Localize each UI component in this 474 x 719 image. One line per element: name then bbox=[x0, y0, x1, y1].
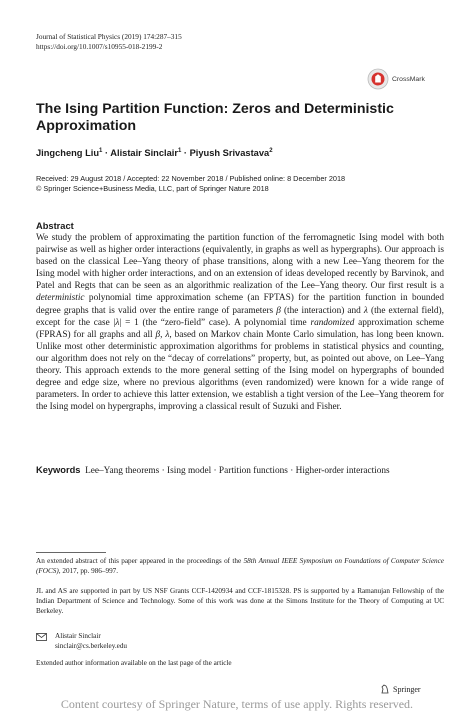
abstract-text: polynomial time approximation scheme (an FPTAS) for the partition function in bounded degree graphs that is valid over the entire range of parameters bbox=[36, 293, 444, 316]
keywords-label: Keywords bbox=[36, 465, 81, 475]
abstract-text: (the interaction) and bbox=[280, 305, 364, 316]
envelope-icon bbox=[36, 633, 47, 641]
title-line-2: Approximation bbox=[36, 118, 137, 134]
springer-logo bbox=[380, 684, 421, 694]
crossmark-icon bbox=[367, 68, 389, 90]
footnote-extended-abstract bbox=[36, 557, 444, 577]
author-separator: · bbox=[181, 148, 190, 159]
abstract-emphasis: λ bbox=[165, 329, 170, 340]
footnote-text: An extended abstract of this paper appeared in the proceedings of the bbox=[36, 557, 244, 565]
abstract-emphasis: randomized bbox=[310, 317, 355, 328]
contact-email[interactable]: sinclair@cs.berkeley.edu bbox=[55, 641, 128, 650]
copyright-notice: © Springer Science+Business Media, LLC, part of Springer Nature 2018 bbox=[36, 184, 269, 193]
author-affiliation: 1 bbox=[177, 148, 182, 154]
abstract-text: We study the problem of approximating the partition function of the ferromagnetic Ising model with both pairwise as well as higher order interactions (equivalently, in graphs as well as hypergraphs). Our approach is based on the classical Lee–Yang theory of phase transitions, along with a new Lee–Yang theorem for the Ising model with higher order interactions, and on an extension of ideas developed recently by Barvinok, and Patel and Regts that can be seen as an algorithmic realization of the Lee–Yang theory. Our first result is a bbox=[36, 233, 444, 292]
footnote-author-info: Extended author information available on the last page of the article bbox=[36, 659, 232, 667]
abstract-text: , bbox=[160, 329, 166, 340]
journal-citation: Journal of Statistical Physics (2019) 174:287–315 bbox=[36, 32, 182, 41]
watermark-courtesy: Content courtesy of Springer Nature, terms of use apply. Rights reserved. bbox=[60, 697, 414, 711]
journal-header bbox=[36, 32, 182, 52]
author-name[interactable]: Piyush Srivastava bbox=[189, 148, 270, 159]
doi-link[interactable]: https://doi.org/10.1007/s10955-018-2199-2 bbox=[36, 42, 163, 51]
author-affiliation: 2 bbox=[269, 148, 273, 154]
crossmark-label: CrossMark bbox=[392, 75, 425, 83]
footnote-venue: 58th Annual IEEE Symposium on Foundations of Computer Science (FOCS) bbox=[36, 557, 444, 575]
footnote-grants: JL and AS are supported in part by US NSF Grants CCF-1420934 and CCF-1815328. PS is supported by a Ramanujan Fellowship of the Indian Department of Science and Technology. Some of this work was done at the Simons Institute for the Theory of Computing at UC Berkeley. bbox=[36, 587, 444, 615]
abstract-emphasis: deterministic bbox=[36, 293, 85, 304]
abstract-emphasis: λ bbox=[115, 317, 120, 328]
history-dates: Received: 29 August 2018 / Accepted: 22 November 2018 / Published online: 8 December 2018 bbox=[36, 174, 346, 183]
keywords-text: Lee–Yang theorems · Ising model · Partition functions · Higher-order interactions bbox=[85, 466, 390, 476]
footnote-text: , 2017, pp. 986–997. bbox=[58, 566, 119, 575]
footnote-rule bbox=[36, 552, 106, 553]
abstract-heading: Abstract bbox=[36, 221, 74, 231]
contact-name: Alistair Sinclair bbox=[55, 632, 101, 640]
abstract-emphasis: λ bbox=[363, 305, 368, 316]
author-separator: · bbox=[102, 148, 111, 159]
publisher-name: Springer bbox=[393, 684, 421, 694]
abstract-text: (the external field), except for the case | bbox=[36, 305, 444, 328]
abstract-text: , based on Markov chain Monte Carlo simulation, has long been known. Unlike most other deterministic approximation algorithms for problems in statistical physics and counting, our algorithm does not rely on the “decay of correlations” property, but, as pointed out above, on Lee–Yang theory. This approach extends to the more general setting of the Ising model on hypergraphs of bounded degree and edge size, where no previous algorithms (even randomized) were known for a wide range of parameters. In order to achieve this latter extension, we establish a tight version of the Lee–Yang theorem for the Ising model on hypergraphs, improving a classical result of Suzuki and Fisher. bbox=[36, 329, 444, 413]
title-line-1: The Ising Partition Function: Zeros and Deterministic bbox=[36, 101, 394, 117]
corresponding-author bbox=[36, 632, 127, 652]
abstract-body bbox=[36, 232, 444, 413]
springer-horse-icon bbox=[380, 684, 390, 694]
abstract-emphasis: β bbox=[276, 305, 281, 316]
crossmark-badge[interactable] bbox=[367, 67, 447, 91]
abstract-text: | = 1 (the “zero-field” case). A polynomial time bbox=[119, 317, 311, 328]
abstract-text: approximation scheme (FPRAS) for all graphs and all bbox=[36, 317, 444, 340]
paper-title bbox=[36, 101, 436, 135]
author-name[interactable]: Alistair Sinclair bbox=[110, 148, 178, 159]
abstract-emphasis: β bbox=[155, 329, 161, 340]
keywords bbox=[36, 464, 436, 477]
author-list bbox=[36, 148, 273, 158]
author-affiliation: 1 bbox=[99, 148, 103, 154]
publication-dates bbox=[36, 174, 345, 194]
author-name[interactable]: Jingcheng Liu bbox=[36, 148, 100, 159]
